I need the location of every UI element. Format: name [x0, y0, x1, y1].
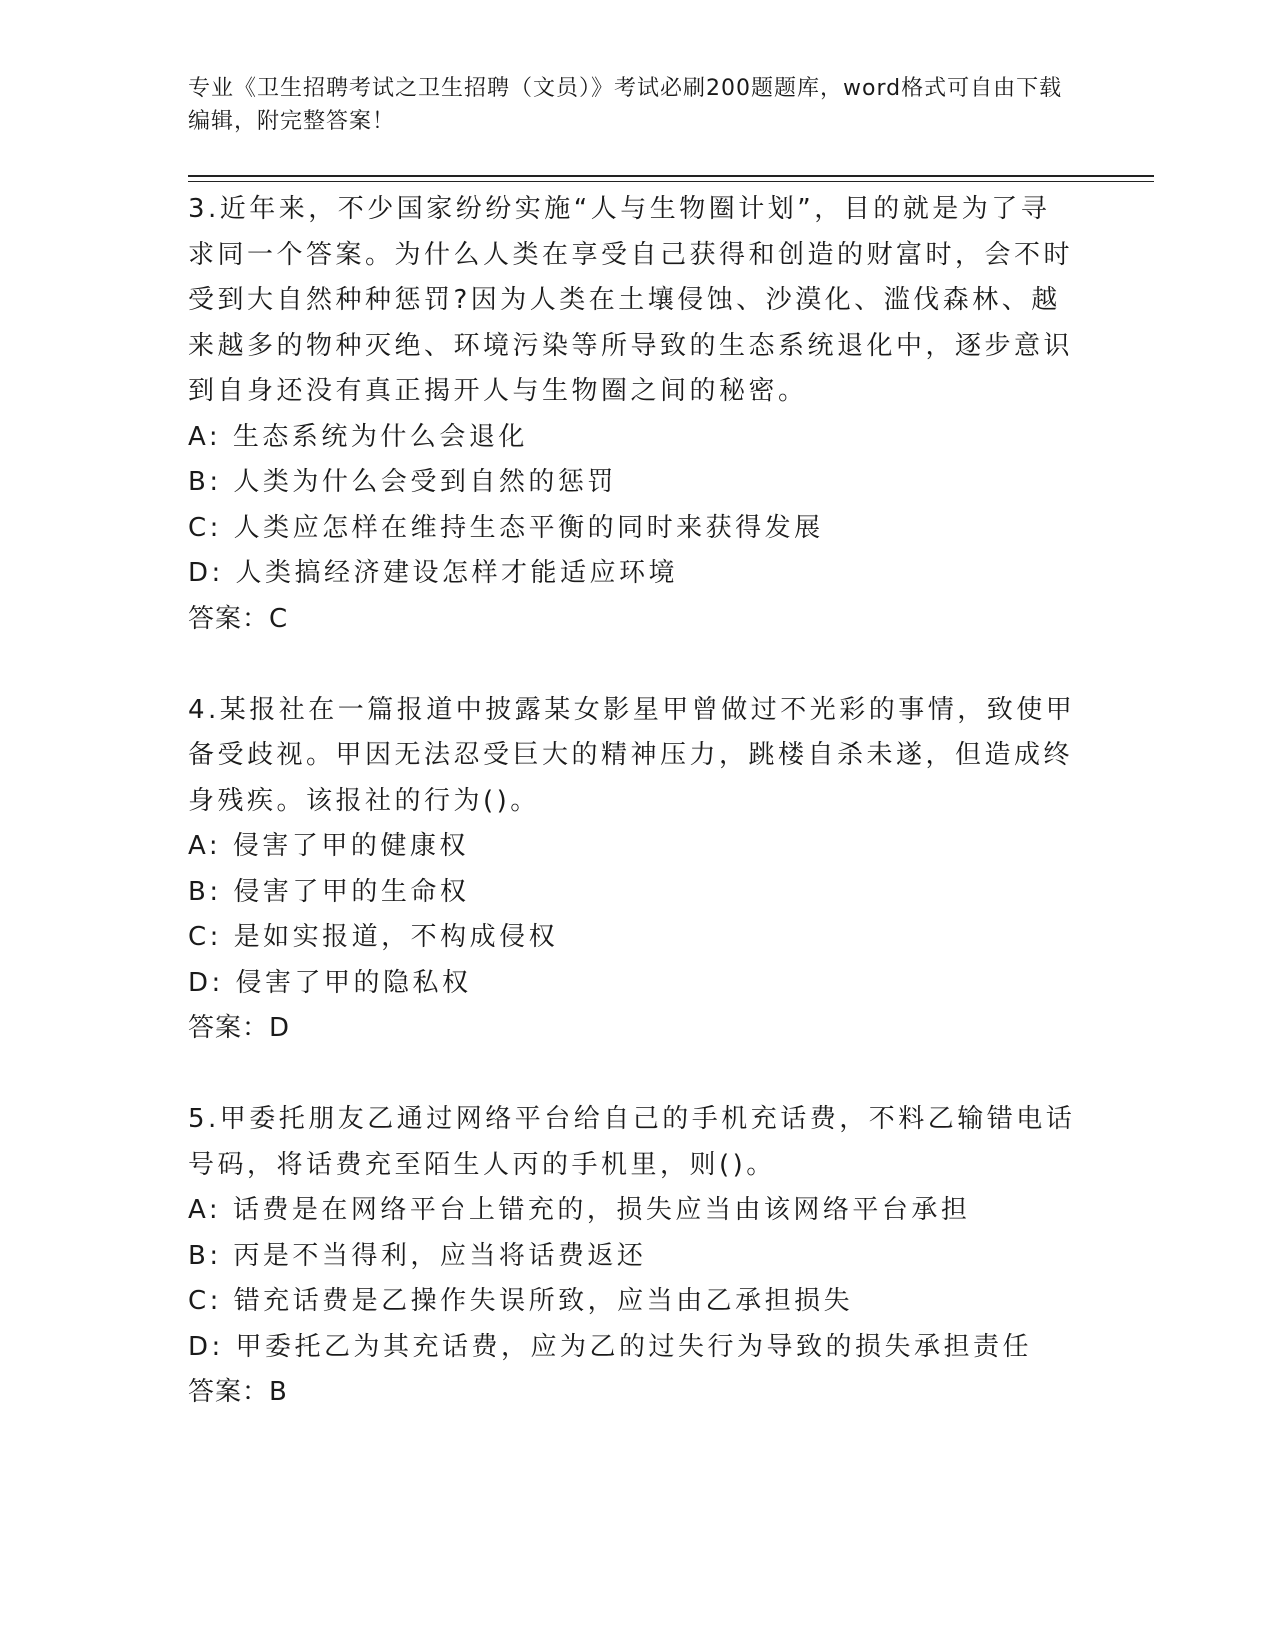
header-divider-thick	[188, 175, 1154, 177]
option-b: B: 人类为什么会受到自然的惩罚	[188, 467, 617, 497]
option-b: B: 侵害了甲的生命权	[188, 876, 470, 907]
answer: 答案：D	[188, 1013, 291, 1043]
header-divider-thin	[188, 181, 1154, 182]
answer: 答案：C	[188, 603, 289, 634]
question-list	[188, 187, 1078, 1416]
option-a: A: 侵害了甲的健康权	[188, 831, 469, 861]
option-d: D: 甲委托乙为其充话费，应为乙的过失行为导致的损失承担责任	[188, 1331, 1033, 1362]
question-stem: 5.甲委托朋友乙通过网络平台给自己的手机充话费，不料乙输错电话号码，将话费充至陌生人丙的手机里，则()。	[188, 1104, 1076, 1180]
question-3	[188, 187, 1078, 642]
question-stem: 3.近年来，不少国家纷纷实施“人与生物圈计划”，目的就是为了寻求同一个答案。为什么人类在享受自己获得和创造的财富时，会不时受到大自然种种惩罚?因为人类在土壤侵蚀、沙漠化、滥伐森林、越来越多的物种灭绝、环境污染等所导致的生态系统退化中，逐步意识到自身还没有真正揭开人与生物圈之间的秘密。	[188, 194, 1074, 406]
page-header: 专业《卫生招聘考试之卫生招聘（文员）》考试必刷200题题库，word格式可自由下载编辑，附完整答案！	[188, 76, 1063, 134]
answer: 答案：B	[188, 1377, 288, 1407]
option-c: C: 人类应怎样在维持生态平衡的同时来获得发展	[188, 512, 824, 543]
option-d: D: 侵害了甲的隐私权	[188, 967, 472, 998]
option-b: B: 丙是不当得利，应当将话费返还	[188, 1240, 647, 1271]
question-5	[188, 1097, 1078, 1416]
option-c: C: 错充话费是乙操作失误所致，应当由乙承担损失	[188, 1286, 854, 1316]
option-a: A: 生态系统为什么会退化	[188, 421, 528, 452]
question-spacer	[188, 642, 1078, 688]
option-a: A: 话费是在网络平台上错充的，损失应当由该网络平台承担	[188, 1195, 971, 1225]
option-c: C: 是如实报道，不构成侵权	[188, 922, 559, 952]
question-stem: 4.某报社在一篇报道中披露某女影星甲曾做过不光彩的事情，致使甲备受歧视。甲因无法忍受巨大的精神压力，跳楼自杀未遂，但造成终身残疾。该报社的行为()。	[188, 694, 1076, 816]
option-d: D: 人类搞经济建设怎样才能适应环境	[188, 558, 679, 588]
question-4	[188, 688, 1078, 1052]
question-spacer	[188, 1052, 1078, 1098]
